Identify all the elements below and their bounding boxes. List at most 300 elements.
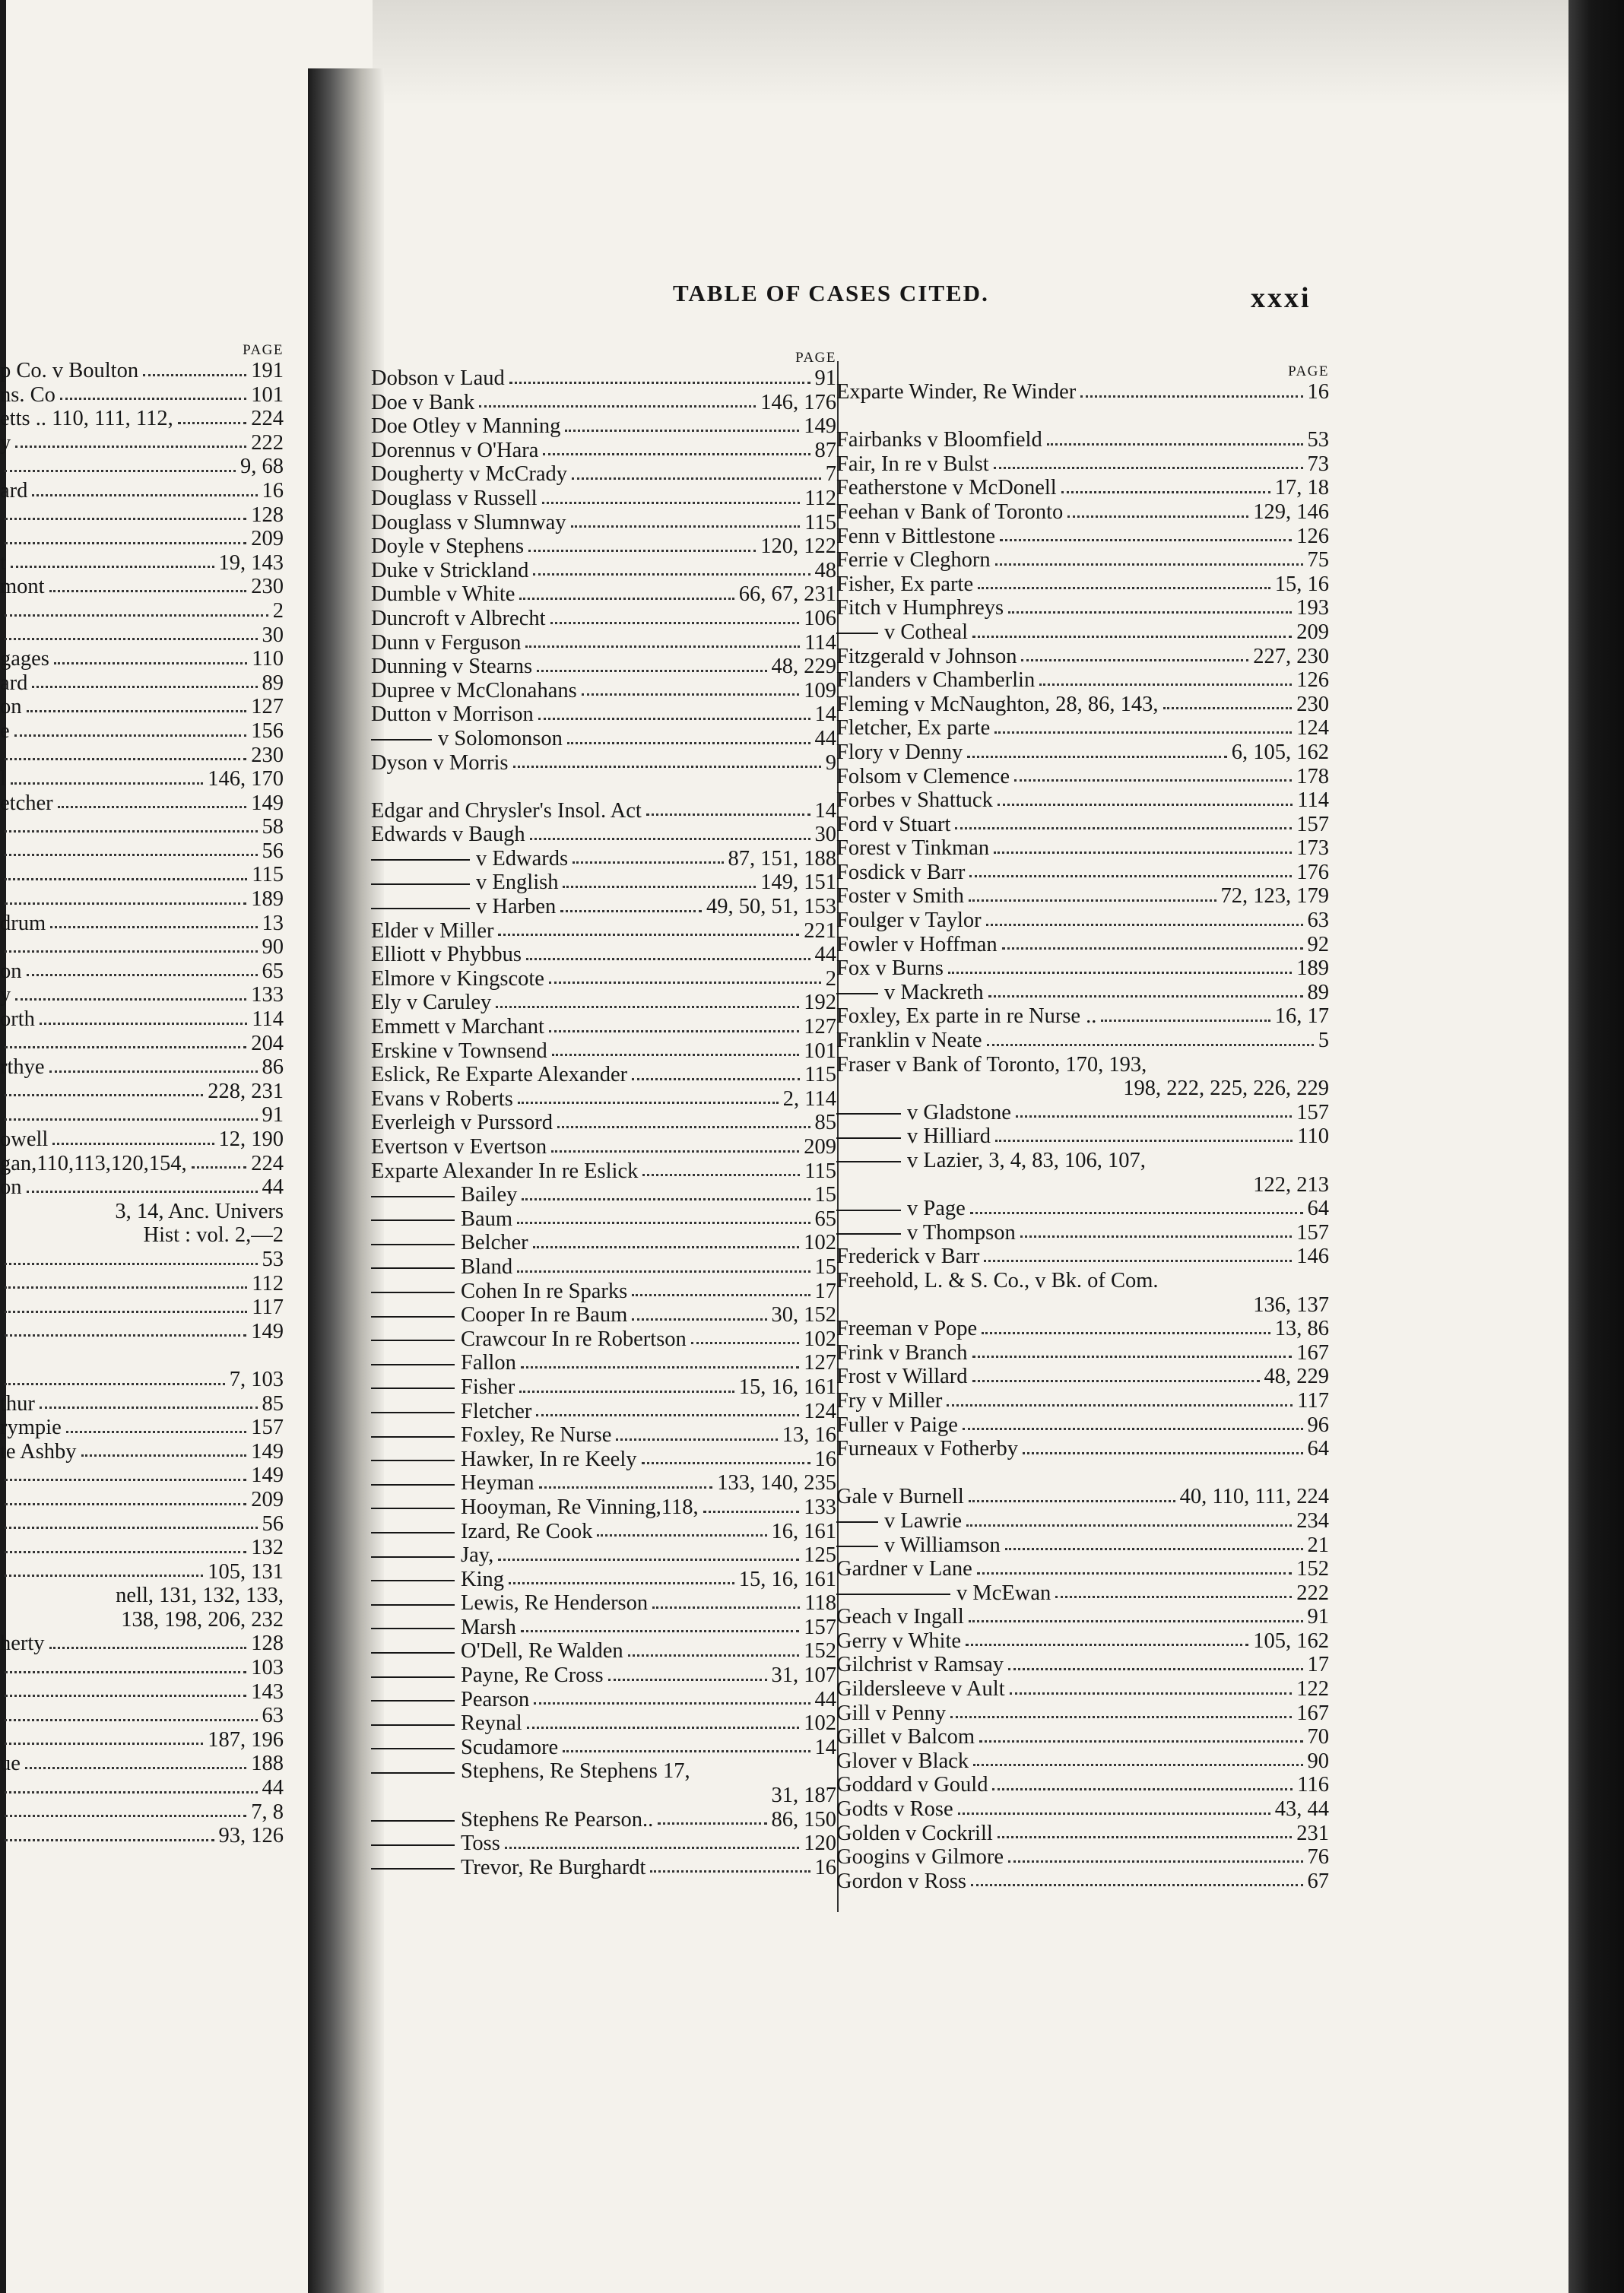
case-continuation [0,1223,284,1248]
dot-leader [498,934,799,936]
case-name [371,1255,512,1280]
case-pages: 66, 67, 231 [738,582,836,607]
ditto-dash [371,1604,455,1606]
case-entry [371,919,836,944]
case-name-text: Dupree v McClonahans [371,678,577,702]
case-name [371,1303,627,1327]
case-name-text: Eslick, Re Exparte Alexander [371,1063,628,1087]
case-entry [836,1557,1329,1581]
case-name [0,407,173,431]
case-entry [836,981,1329,1005]
dot-leader [582,693,800,696]
ditto-dash [836,1521,878,1523]
case-pages: 44 [262,1776,284,1800]
case-pages: 93, 126 [218,1824,284,1848]
case-name [116,1584,284,1608]
case-name [836,1029,982,1053]
case-name-text: Fowler v Hoffman [836,932,998,956]
case-name-text: y [0,983,11,1007]
case-entry [371,1111,836,1135]
case-entry [836,1101,1329,1125]
case-pages: 90 [1307,1749,1329,1773]
case-pages: 230 [251,575,284,599]
case-name-text: v Solomonson [438,726,563,750]
case-entry [371,679,836,703]
case-name [836,1269,1159,1293]
ditto-dash [371,883,470,885]
case-entry [0,1824,284,1848]
case-pages: 85 [262,1391,284,1416]
dot-leader [5,758,246,760]
case-pages: 87, 151, 188 [728,846,836,871]
case-pages: 15, 16, 161 [738,1567,836,1591]
case-name [371,1111,553,1135]
case-name [836,1653,1004,1677]
case-name [0,1152,187,1176]
case-pages: 149 [804,414,836,439]
case-name-text: 3, 14, Anc. Univers [115,1199,284,1223]
case-name [371,487,538,511]
dot-leader [973,1764,1302,1766]
dot-leader [32,494,257,496]
case-name [371,919,493,944]
case-entry [371,631,836,655]
dot-leader [40,1023,247,1025]
case-pages: 132 [251,1536,284,1560]
case-pages: 124 [1296,716,1329,741]
case-name-text: Dunning v Stearns [371,655,533,679]
dot-leader [5,1334,246,1337]
dot-leader [652,1606,800,1609]
case-pages: 209 [804,1135,836,1159]
case-name-text: O'Dell, Re Walden [461,1639,623,1663]
case-continuation-text: 31, 187 [771,1784,836,1808]
case-entry [836,1822,1329,1846]
case-pages: 6, 105, 162 [1231,740,1329,764]
case-entry [0,1392,284,1416]
case-entry [0,1200,284,1224]
case-entry [0,1007,284,1032]
case-name-text: Furneaux v Fotherby [836,1437,1019,1461]
ditto-dash [371,1316,455,1318]
ditto-dash [371,1292,455,1293]
case-name-text: Lewis, Re Henderson [461,1591,649,1616]
case-entry [371,1063,836,1087]
case-name-text: rthye [0,1055,45,1080]
case-name-text: Fraser v Bank of Toronto, 170, 193, [836,1052,1147,1077]
case-pages: 128 [251,1632,284,1656]
case-entry [836,836,1329,861]
case-entry [0,935,284,959]
case-name-text: Fox v Burns [836,956,944,981]
dot-leader [527,1727,800,1729]
case-name-text: Reynal [461,1711,522,1736]
case-pages: 115 [804,1159,836,1183]
case-name-text: Fisher, Ex parte [836,572,974,596]
case-pages: 102 [804,1327,836,1351]
dot-leader [5,1791,258,1793]
case-name [371,1808,653,1832]
case-entry [836,1341,1329,1365]
ditto-dash [371,1460,455,1461]
dot-leader [597,1534,766,1537]
case-name-text: Cohen In re Sparks [461,1279,628,1303]
case-name-text: Fair, In re v Bulst [836,452,989,476]
case-name [371,607,546,631]
dot-leader [971,1884,1302,1886]
dot-leader [982,1332,1270,1334]
case-name [371,1280,627,1304]
case-name-text: Stephens Re Pearson.. [461,1807,654,1832]
dot-leader [32,686,257,688]
dot-leader [995,563,1303,566]
case-entry [836,956,1329,981]
case-pages: 15 [814,1254,836,1279]
case-name [371,1495,699,1520]
dot-leader [977,1572,1292,1575]
case-name-text: on [0,1175,22,1200]
dot-leader [550,622,800,624]
dot-leader [632,1078,800,1080]
case-name [0,1127,48,1152]
case-entry [371,991,836,1015]
case-pages: 133 [804,1495,836,1519]
case-entry [371,1159,836,1184]
case-continuation [0,1608,284,1632]
case-pages: 146, 176 [760,390,836,414]
case-name [0,1632,45,1656]
case-name [836,1149,1146,1173]
case-entry [836,1653,1329,1677]
ditto-dash [371,1364,455,1365]
case-name [836,1317,977,1341]
dot-leader [972,1380,1260,1382]
case-name-text: Fitzgerald v Johnson [836,644,1017,668]
case-pages: 122 [1296,1677,1329,1702]
dot-leader [533,1246,800,1248]
case-pages: 176 [1296,860,1329,884]
case-name [836,645,1017,669]
case-pages: 167 [1296,1701,1329,1725]
case-name [0,1007,35,1032]
ditto-dash [836,1161,901,1162]
case-pages: 117 [252,1296,284,1320]
case-entry [836,620,1329,645]
dot-leader [560,910,702,912]
ditto-dash [371,1820,455,1822]
case-entry [371,943,836,967]
case-entry [371,1639,836,1663]
case-name [836,500,1063,525]
case-entry [836,476,1329,500]
case-name [836,1581,1051,1606]
case-pages: 44 [262,1175,284,1200]
case-entry [371,487,836,511]
case-continuation-text: 136, 137 [1253,1292,1329,1317]
case-entry [836,1605,1329,1629]
case-entry [0,383,284,408]
case-entry [0,1728,284,1752]
case-pages: 15, 16 [1274,572,1329,596]
case-entry [0,1704,284,1728]
case-name-text: Hooyman, Re Vinning,118, [461,1495,699,1519]
dot-leader [5,1551,246,1553]
case-name [0,575,45,599]
case-name-text: Duncroft v Albrecht [371,606,546,630]
case-name-text: Fry v Miller [836,1388,943,1413]
case-name [0,1055,45,1080]
case-name-text: Fletcher, Ex parte [836,716,991,741]
case-name [836,1053,1147,1077]
case-entry [371,1711,836,1736]
case-name [836,1773,988,1797]
case-pages: 115 [804,510,836,534]
case-name-text: Edwards v Baugh [371,823,525,847]
case-name-text: t [0,550,6,575]
case-entry [836,765,1329,789]
case-pages: 114 [252,1007,284,1032]
case-name-text: Folsom v Clemence [836,764,1010,788]
case-pages: 92 [1307,932,1329,956]
case-pages: 16, 17 [1274,1004,1329,1029]
case-pages: 2 [272,598,284,623]
dot-leader [1008,1860,1302,1863]
case-pages: 67 [1307,1869,1329,1893]
middle-column [371,350,836,1879]
case-entry [836,1029,1329,1053]
case-name [371,1543,493,1568]
dot-leader [987,1044,1314,1046]
case-entry [836,380,1329,404]
case-name-text: y [0,430,11,455]
dot-leader [5,1839,214,1841]
case-pages: 48, 229 [771,655,836,679]
case-entry [836,1004,1329,1029]
dot-leader [616,1438,777,1441]
case-name-text: Exparte Alexander In re Eslick [371,1159,639,1183]
dot-leader [496,1006,799,1008]
case-name-text: Ford v Stuart [836,812,951,836]
case-name-text: Feehan v Bank of Toronto [836,500,1064,524]
case-name-text: Glover v Black [836,1749,969,1773]
dot-leader [632,1318,766,1321]
case-name-text: v Page [907,1197,966,1221]
dot-leader [143,374,246,376]
case-entry [371,1448,836,1472]
case-pages: 96 [1307,1413,1329,1437]
case-name-text: Fuller v Paige [836,1413,958,1437]
case-entry [836,861,1329,885]
dot-leader [650,1870,810,1873]
case-name-text: Goddard v Gould [836,1773,988,1797]
dot-leader [1047,443,1303,446]
case-name-text: Bland [461,1254,513,1279]
case-pages: 209 [251,1487,284,1511]
case-entry [371,1471,836,1495]
case-entry [371,1808,836,1832]
dot-leader [703,1511,800,1513]
case-name [371,679,577,703]
case-name [371,702,534,727]
case-name-text: gages [0,647,49,671]
case-name [0,912,46,936]
case-pages: 13, 16 [782,1423,836,1448]
case-name-text: Elliott v Phybbus [371,943,522,967]
blank-line [0,1343,284,1368]
dot-leader [646,813,810,816]
dot-leader [5,1503,246,1505]
case-entry [371,1255,836,1280]
ditto-dash [836,1210,901,1211]
case-name [371,1135,547,1159]
case-name-text: Flory v Denny [836,740,963,764]
case-pages: 109 [804,678,836,702]
case-name [371,1448,637,1472]
case-pages: 56 [262,839,284,863]
case-pages: 17 [1307,1653,1329,1677]
case-name [371,582,515,607]
case-name [371,1375,515,1400]
case-name-text: Izard, Re Cook [461,1519,593,1543]
ditto-dash [371,1628,455,1629]
case-name-text: Featherstone v McDonell [836,476,1057,500]
case-name-text: Douglass v Russell [371,486,538,510]
case-entry [836,1725,1329,1749]
case-entry [371,1568,836,1592]
case-name-text: Forest v Tinkman [836,836,990,861]
dot-leader [1000,539,1292,541]
case-name-text: Fisher [461,1375,515,1399]
case-pages: 167 [1296,1340,1329,1365]
ditto-dash [371,1748,455,1749]
case-pages: 91 [1307,1605,1329,1629]
left-page-column [0,342,284,1848]
case-name-text: v McEwan [956,1581,1051,1605]
case-name [371,967,544,991]
case-pages: 189 [251,887,284,912]
case-pages: 102 [804,1711,836,1736]
dot-leader [27,974,258,976]
case-entry [0,1152,284,1176]
dot-leader [5,830,258,833]
dot-leader [1023,1452,1302,1454]
case-entry [836,500,1329,525]
dot-leader [60,398,246,400]
case-pages: 21 [1307,1533,1329,1557]
dot-leader [1008,1668,1302,1670]
dot-leader [1061,491,1270,493]
case-name [371,655,532,679]
case-entry [0,1656,284,1680]
case-entry [0,1584,284,1608]
case-name-text: Dorennus v O'Hara [371,438,539,462]
dot-leader [1163,707,1293,709]
case-pages: 127 [251,695,284,719]
case-pages: 17, 18 [1274,476,1329,500]
case-entry [371,871,836,895]
case-name [836,1797,953,1822]
case-pages: 173 [1296,836,1329,861]
case-pages: 102 [804,1231,836,1255]
case-pages: 101 [804,1039,836,1063]
case-entry [371,1591,836,1616]
dot-leader [27,1191,258,1193]
case-name-text: Freehold, L. & S. Co., v Bk. of Com. [836,1268,1159,1292]
case-name-text: Edgar and Chrysler's Insol. Act [371,798,642,823]
dot-leader [542,502,801,504]
ditto-dash [371,1700,455,1702]
case-entry [371,1616,836,1640]
case-pages: 5 [1318,1029,1329,1053]
page-column-label: PAGE [243,342,284,358]
case-name-text: Doe v Bank [371,390,475,414]
case-entry [0,983,284,1007]
dot-leader [966,1524,1292,1527]
ditto-dash [371,1388,455,1389]
case-name-text: Foster v Smith [836,884,964,909]
case-pages: 7 [825,462,836,487]
dot-leader [52,1143,214,1145]
dot-leader [519,1391,734,1393]
case-entry [0,863,284,887]
dot-leader [528,550,756,552]
page-title: TABLE OF CASES CITED. [673,280,989,306]
dot-leader [557,1126,810,1128]
case-entry [371,1736,836,1760]
case-entry [371,1039,836,1064]
case-name [371,1688,529,1712]
case-pages: 85 [814,1111,836,1135]
case-pages: 13, 86 [1274,1317,1329,1341]
case-name [836,1245,979,1269]
case-pages: 53 [1307,428,1329,452]
case-name-text: mont [0,575,45,599]
blank-line [371,775,836,799]
case-name-text: Dunn v Ferguson [371,630,522,655]
case-pages: 43, 44 [1274,1797,1329,1822]
case-name-text: Toss [461,1832,500,1856]
page-number: xxxi [1251,282,1312,314]
dot-leader [534,1702,810,1705]
case-name-text: Fairbanks v Bloomfield [836,428,1042,452]
ditto-dash [371,1340,455,1341]
ditto-dash [371,1219,455,1221]
case-name [0,1392,35,1416]
case-name-text: v Thompson [907,1220,1016,1245]
dot-leader [969,899,1216,902]
case-name [371,991,491,1015]
case-name-text: Googins v Gilmore [836,1845,1004,1870]
dot-leader [537,670,766,672]
case-entry [836,1317,1329,1341]
case-name-text: v Williamson [884,1533,1001,1557]
case-name-text: etts .. 110, 111, 112, [0,407,173,431]
case-entry [0,647,284,671]
case-entry [371,1759,836,1784]
ditto-dash [371,859,470,861]
case-name-text: Duke v Strickland [371,558,529,582]
dot-leader [552,1054,799,1056]
dot-leader [947,1404,1293,1407]
case-pages: 65 [814,1207,836,1231]
case-entry [0,815,284,839]
ditto-dash [371,1196,455,1197]
case-name-text: Frink v Branch [836,1340,968,1365]
case-pages: 126 [1296,668,1329,693]
case-name [836,1629,961,1654]
case-name [371,631,521,655]
case-entry [0,1080,284,1104]
